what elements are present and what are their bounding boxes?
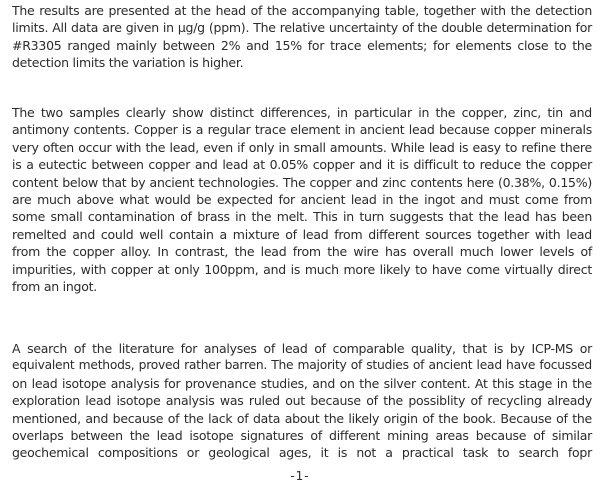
text-line: is a eutectic between copper and lead at 0.05% copper and it is difficult to reduce the copper (12, 157, 592, 173)
text-line: A search of the literature for analyses of lead of comparable quality, that is by ICP-MS or (12, 341, 592, 356)
text-line: mentioned, and because of the lack of data about the likely origin of the book. Because of the (12, 410, 592, 426)
paragraph-samples (12, 104, 592, 295)
text-line: The two samples clearly show distinct differences, in particular in the copper, zinc, tin and (12, 105, 592, 120)
text-line: geochemical compositions or geological ages, it is not a practical task to search fopr (12, 445, 592, 461)
text-line: some small contamination of brass in the melt. This in turn suggests that the lead has been (12, 209, 592, 225)
text-line: detection limits the variation is higher. (12, 55, 244, 71)
text-line: antimony contents. Copper is a regular trace element in ancient lead because copper minerals (12, 122, 592, 138)
text-line: overlaps between the lead isotope signatures of different mining areas because of similar (12, 427, 592, 443)
paragraph-results (12, 2, 592, 72)
text-line: from an ingot. (12, 278, 97, 294)
text-line: remelted and could well contain a mixture of lead from different sources together with lead (12, 226, 592, 242)
text-line: from the copper alloy. In contrast, the lead from the wire has overall much lower levels of (12, 244, 592, 260)
text-line: very often occur with the lead, even if only in small amounts. While lead is easy to refine there (12, 139, 592, 155)
page-number: -1- (290, 469, 310, 483)
text-line: The results are presented at the head of the accompanying table, together with the detection (12, 3, 592, 18)
text-line: #R3305 ranged mainly between 2% and 15% for trace elements; for elements close to the (12, 37, 592, 53)
text-line: equivalent methods, proved rather barren. The majority of studies of ancient lead have focussed (12, 358, 592, 373)
text-line: exploration lead isotope analysis was ruled out because of the possiblity of recycling already (12, 393, 592, 409)
text-line: on lead isotope analysis for provenance studies, and on the silver content. At this stage in the (12, 375, 592, 391)
text-line: content below that by ancient technologies. The copper and zinc contents here (0.38%, 0.15%) (12, 174, 592, 190)
text-line: limits. All data are given in µg/g (ppm). The relative uncertainty of the double determination for (12, 20, 592, 36)
text-line: impurities, with copper at only 100ppm, and is much more likely to have come virtually direct (12, 261, 592, 277)
paragraph-literature-search (12, 340, 592, 462)
text-line: are much above what would be expected for ancient lead in the ingot and must come from (12, 191, 592, 207)
